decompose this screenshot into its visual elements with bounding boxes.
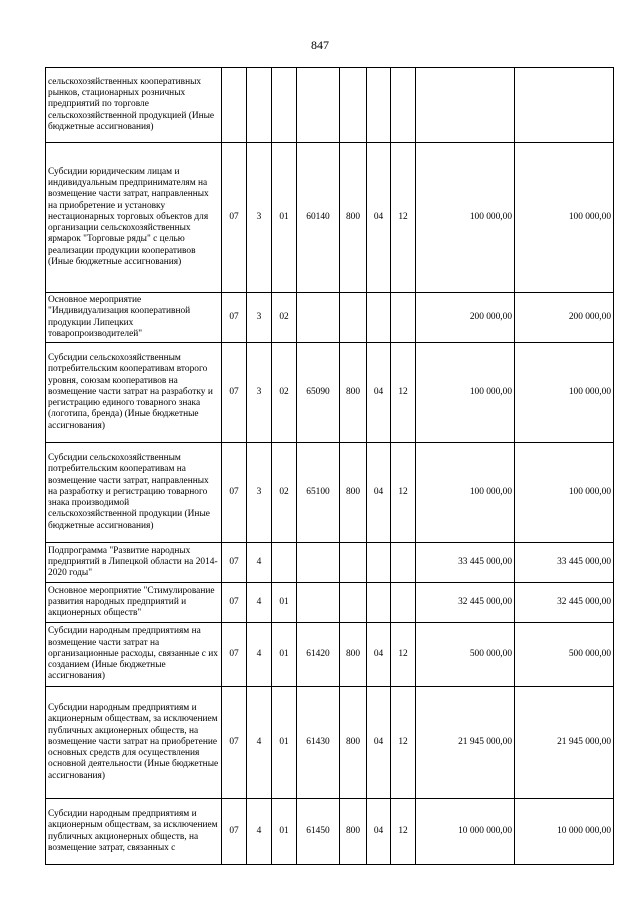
expense-type-cell: 800 — [340, 343, 367, 443]
subprogram-code-cell: 4 — [247, 583, 272, 623]
subprogram-code-cell — [247, 68, 272, 143]
table-row — [46, 443, 614, 543]
amount-cell: 10 000 000,00 — [416, 799, 515, 865]
amount-cell-2: 10 000 000,00 — [515, 799, 614, 865]
table-row — [46, 343, 614, 443]
program-code-cell: 07 — [222, 799, 247, 865]
subprogram-code-cell: 4 — [247, 687, 272, 799]
expense-type-cell: 800 — [340, 443, 367, 543]
amount-cell-2: 100 000,00 — [515, 343, 614, 443]
subsection-cell: 12 — [391, 443, 416, 543]
subprogram-code-cell: 3 — [247, 443, 272, 543]
program-code-cell: 07 — [222, 443, 247, 543]
table-row — [46, 293, 614, 343]
section-cell — [367, 68, 391, 143]
section-cell: 04 — [367, 143, 391, 293]
event-code-cell: 01 — [272, 583, 297, 623]
amount-cell-2: 32 445 000,00 — [515, 583, 614, 623]
subsection-cell — [391, 583, 416, 623]
subprogram-code-cell: 3 — [247, 143, 272, 293]
section-cell: 04 — [367, 799, 391, 865]
table-row — [46, 623, 614, 687]
amount-cell-2 — [515, 68, 614, 143]
section-cell — [367, 583, 391, 623]
event-code-cell: 01 — [272, 623, 297, 687]
table-row — [46, 687, 614, 799]
subsection-cell — [391, 68, 416, 143]
subsection-cell: 12 — [391, 343, 416, 443]
expense-type-cell: 800 — [340, 143, 367, 293]
item-name-cell: Субсидии народным предприятиям и акционерным обществам, за исключением публичных акционерных обществ, на возмещение затрат, связанных с — [46, 799, 222, 865]
expense-type-cell — [340, 293, 367, 343]
page-number: 847 — [311, 38, 329, 52]
item-name-cell: Субсидии юридическим лицам и индивидуальным предпринимателям на возмещение части затрат, направленных на приобретение и установку нестационарных торговых объектов для организации сельскохозяйственных ярмарок "Торговые ряды" с целью реализации продукции кооперативов (Иные бюджетные ассигнования) — [46, 143, 222, 293]
amount-cell: 33 445 000,00 — [416, 543, 515, 583]
section-cell: 04 — [367, 687, 391, 799]
subsection-cell: 12 — [391, 799, 416, 865]
amount-cell: 100 000,00 — [416, 443, 515, 543]
item-name-cell: Субсидии народным предприятиям на возмещение части затрат на организационные расходы, связанные с их созданием (Иные бюджетные ассигнования) — [46, 623, 222, 687]
amount-cell: 500 000,00 — [416, 623, 515, 687]
subprogram-code-cell: 4 — [247, 623, 272, 687]
event-code-cell: 01 — [272, 799, 297, 865]
direction-code-cell: 61420 — [297, 623, 340, 687]
program-code-cell: 07 — [222, 543, 247, 583]
expense-type-cell: 800 — [340, 687, 367, 799]
direction-code-cell: 65090 — [297, 343, 340, 443]
item-name-cell: Основное мероприятие "Индивидуализация кооперативной продукции Липецких товаропроизводителей" — [46, 293, 222, 343]
subsection-cell — [391, 293, 416, 343]
direction-code-cell: 60140 — [297, 143, 340, 293]
section-cell — [367, 543, 391, 583]
section-cell: 04 — [367, 443, 391, 543]
subprogram-code-cell: 4 — [247, 799, 272, 865]
amount-cell-2: 33 445 000,00 — [515, 543, 614, 583]
event-code-cell — [272, 543, 297, 583]
amount-cell: 200 000,00 — [416, 293, 515, 343]
expense-type-cell — [340, 543, 367, 583]
item-name-cell: Субсидии народным предприятиям и акционерным обществам, за исключением публичных акционерных обществ, на возмещение части затрат на приобретение основных средств для осуществления основной деятельности (Иные бюджетные ассигнования) — [46, 687, 222, 799]
item-name-cell: Субсидии сельскохозяйственным потребительским кооперативам второго уровня, союзам кооперативов на возмещение части затрат на разработку и регистрацию единого товарного знака (логотипа, бренда) (Иные бюджетные ассигнования) — [46, 343, 222, 443]
item-name-cell: Подпрограмма "Развитие народных предприятий в Липецкой области на 2014-2020 годы" — [46, 543, 222, 583]
subprogram-code-cell: 3 — [247, 343, 272, 443]
direction-code-cell — [297, 543, 340, 583]
direction-code-cell — [297, 583, 340, 623]
section-cell: 04 — [367, 623, 391, 687]
direction-code-cell: 61450 — [297, 799, 340, 865]
program-code-cell: 07 — [222, 583, 247, 623]
direction-code-cell — [297, 293, 340, 343]
subsection-cell: 12 — [391, 623, 416, 687]
program-code-cell: 07 — [222, 687, 247, 799]
budget-table — [45, 67, 614, 865]
program-code-cell — [222, 68, 247, 143]
amount-cell: 100 000,00 — [416, 343, 515, 443]
item-name-cell: сельскохозяйственных кооперативных рынков, стационарных розничных предприятий по торговле сельскохозяйственной продукцией (Иные бюджетные ассигнования) — [46, 68, 222, 143]
amount-cell-2: 21 945 000,00 — [515, 687, 614, 799]
event-code-cell: 02 — [272, 293, 297, 343]
table-row — [46, 68, 614, 143]
event-code-cell: 02 — [272, 443, 297, 543]
expense-type-cell — [340, 583, 367, 623]
program-code-cell: 07 — [222, 343, 247, 443]
event-code-cell: 01 — [272, 143, 297, 293]
section-cell: 04 — [367, 343, 391, 443]
program-code-cell: 07 — [222, 143, 247, 293]
expense-type-cell: 800 — [340, 799, 367, 865]
event-code-cell: 01 — [272, 687, 297, 799]
program-code-cell: 07 — [222, 623, 247, 687]
amount-cell: 100 000,00 — [416, 143, 515, 293]
item-name-cell: Основное мероприятие "Стимулирование развития народных предприятий и акционерных обществ" — [46, 583, 222, 623]
direction-code-cell: 65100 — [297, 443, 340, 543]
direction-code-cell — [297, 68, 340, 143]
subsection-cell: 12 — [391, 143, 416, 293]
program-code-cell: 07 — [222, 293, 247, 343]
subprogram-code-cell: 3 — [247, 293, 272, 343]
subprogram-code-cell: 4 — [247, 543, 272, 583]
table-row — [46, 543, 614, 583]
amount-cell — [416, 68, 515, 143]
subsection-cell: 12 — [391, 687, 416, 799]
subsection-cell — [391, 543, 416, 583]
event-code-cell — [272, 68, 297, 143]
item-name-cell: Субсидии сельскохозяйственным потребительским кооперативам на возмещение части затрат, направленных на разработку и регистрацию товарного знака производимой сельскохозяйственной продукции (Иные бюджетные ассигнования) — [46, 443, 222, 543]
amount-cell-2: 100 000,00 — [515, 443, 614, 543]
section-cell — [367, 293, 391, 343]
event-code-cell: 02 — [272, 343, 297, 443]
amount-cell: 21 945 000,00 — [416, 687, 515, 799]
table-row — [46, 583, 614, 623]
table-row — [46, 143, 614, 293]
amount-cell-2: 200 000,00 — [515, 293, 614, 343]
expense-type-cell — [340, 68, 367, 143]
expense-type-cell: 800 — [340, 623, 367, 687]
direction-code-cell: 61430 — [297, 687, 340, 799]
amount-cell: 32 445 000,00 — [416, 583, 515, 623]
amount-cell-2: 500 000,00 — [515, 623, 614, 687]
amount-cell-2: 100 000,00 — [515, 143, 614, 293]
table-row — [46, 799, 614, 865]
